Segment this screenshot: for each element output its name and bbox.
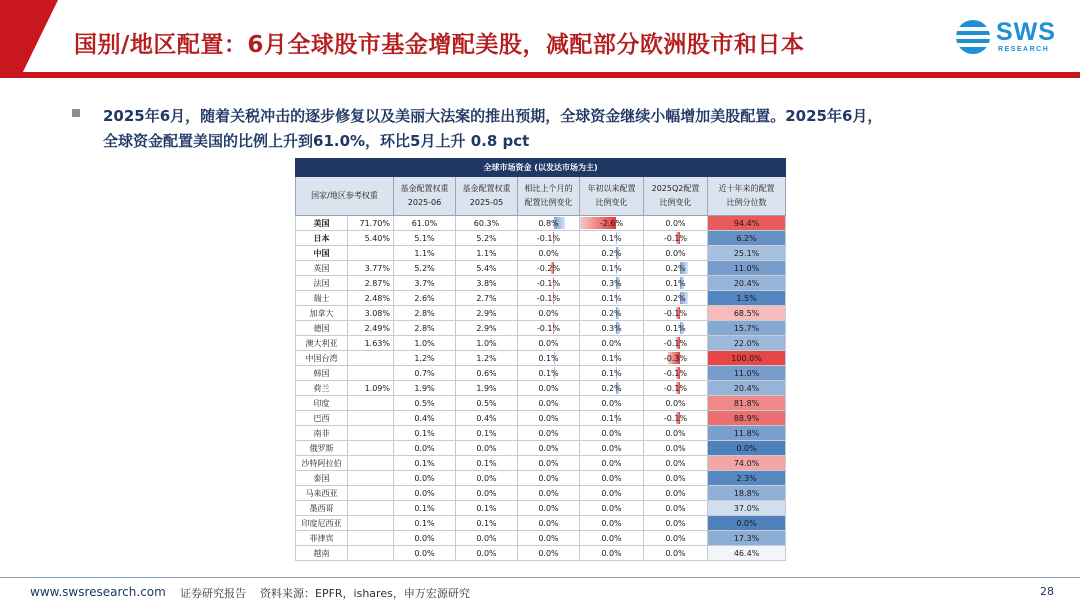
ytd-change-cell: 0.1% [580,366,644,381]
logo [956,20,1066,58]
percentile-cell: 1.5% [708,291,786,306]
weight-jun-cell: 2.8% [394,321,456,336]
weight-may-cell: 5.2% [456,231,518,246]
weight-may-cell: 1.1% [456,246,518,261]
weight-jun-cell: 5.2% [394,261,456,276]
weight-jun-cell: 0.7% [394,366,456,381]
country-cell: 澳大利亚 [296,336,348,351]
table-row [296,321,786,336]
bullet-square-icon [72,109,80,117]
ytd-change-cell: 0.2% [580,306,644,321]
sws-logo-icon [956,20,990,54]
ytd-change-cell: 0.0% [580,471,644,486]
ref-weight-cell: 3.77% [348,261,394,276]
table-row [296,231,786,246]
country-cell: 韩国 [296,366,348,381]
table-row [296,531,786,546]
weight-may-cell: 0.0% [456,546,518,561]
ytd-change-cell: 0.2% [580,381,644,396]
ref-weight-cell [348,501,394,516]
percentile-cell: 74.0% [708,456,786,471]
table-row [296,366,786,381]
weight-jun-cell: 1.1% [394,246,456,261]
ref-weight-cell: 2.48% [348,291,394,306]
ref-weight-cell [348,531,394,546]
q2-change-cell: -0.1% [644,366,708,381]
allocation-table [295,158,786,561]
weight-may-cell: 0.1% [456,456,518,471]
q2-change-cell: 0.0% [644,441,708,456]
header-ytd-change: 年初以来配置 比例变化 [580,177,644,216]
country-cell: 中国台湾 [296,351,348,366]
weight-jun-cell: 2.6% [394,291,456,306]
ref-weight-cell: 1.63% [348,336,394,351]
footer-source: 资料来源：EPFR，ishares，申万宏源研究 [260,587,470,600]
ref-weight-cell: 1.09% [348,381,394,396]
header-rule [0,72,1080,78]
q2-change-cell: 0.0% [644,456,708,471]
weight-may-cell: 1.2% [456,351,518,366]
ref-weight-cell: 2.87% [348,276,394,291]
q2-change-cell: 0.0% [644,471,708,486]
weight-may-cell: 60.3% [456,216,518,231]
q2-change-cell: 0.0% [644,501,708,516]
percentile-cell: 20.4% [708,276,786,291]
bullet-line-2: 全球资金配置美国的比例上升到61.0%，环比5月上升 0.8 pct [103,132,530,150]
ref-weight-cell [348,411,394,426]
percentile-cell: 11.8% [708,426,786,441]
weight-may-cell: 1.0% [456,336,518,351]
q2-change-cell: 0.2% [644,291,708,306]
table-row [296,456,786,471]
percentile-cell: 15.7% [708,321,786,336]
table-row [296,411,786,426]
footer-label: 证券研究报告 [180,587,246,600]
q2-change-cell: 0.0% [644,516,708,531]
percentile-cell: 6.2% [708,231,786,246]
weight-may-cell: 0.1% [456,426,518,441]
ytd-change-cell: 0.0% [580,396,644,411]
mom-change-cell: 0.0% [518,456,580,471]
country-cell: 荷兰 [296,381,348,396]
percentile-cell: 11.0% [708,261,786,276]
table-row [296,291,786,306]
percentile-cell: 25.1% [708,246,786,261]
percentile-cell: 88.9% [708,411,786,426]
mom-change-cell: -0.2% [518,261,580,276]
q2-change-cell: -0.1% [644,381,708,396]
header-country-ref: 国家/地区参考权重 [296,177,394,216]
q2-change-cell: 0.0% [644,426,708,441]
country-cell: 马来西亚 [296,486,348,501]
header-mom-change: 相比上个月的 配置比例变化 [518,177,580,216]
weight-may-cell: 3.8% [456,276,518,291]
header-weight-jun: 基金配置权重 2025-06 [394,177,456,216]
mom-change-cell: 0.8% [518,216,580,231]
weight-may-cell: 2.9% [456,306,518,321]
ref-weight-cell [348,426,394,441]
mom-change-cell: -0.1% [518,231,580,246]
country-cell: 南非 [296,426,348,441]
ytd-change-cell: 0.2% [580,246,644,261]
country-cell: 法国 [296,276,348,291]
logo-text: SWS [996,18,1056,46]
ytd-change-cell: 0.1% [580,411,644,426]
weight-jun-cell: 61.0% [394,216,456,231]
q2-change-cell: -0.3% [644,351,708,366]
table-row [296,546,786,561]
table-row [296,336,786,351]
table-row [296,351,786,366]
footer-rule [0,577,1080,578]
mom-change-cell: 0.0% [518,516,580,531]
table-row [296,276,786,291]
weight-jun-cell: 0.0% [394,486,456,501]
table-row [296,306,786,321]
country-cell: 中国 [296,246,348,261]
weight-may-cell: 0.0% [456,486,518,501]
weight-jun-cell: 0.1% [394,426,456,441]
weight-jun-cell: 0.4% [394,411,456,426]
page-number: 28 [1040,585,1054,598]
percentile-cell: 20.4% [708,381,786,396]
table-row [296,216,786,231]
mom-change-cell: 0.0% [518,411,580,426]
ref-weight-cell [348,396,394,411]
weight-jun-cell: 0.1% [394,456,456,471]
country-cell: 巴西 [296,411,348,426]
ref-weight-cell: 3.08% [348,306,394,321]
ytd-change-cell: 0.3% [580,321,644,336]
ytd-change-cell: 0.0% [580,501,644,516]
weight-jun-cell: 1.2% [394,351,456,366]
mom-change-cell: 0.0% [518,426,580,441]
bullet-text [103,104,1053,154]
weight-may-cell: 0.0% [456,531,518,546]
q2-change-cell: 0.2% [644,261,708,276]
country-cell: 印度 [296,396,348,411]
q2-change-cell: 0.0% [644,246,708,261]
country-cell: 加拿大 [296,306,348,321]
header-weight-may: 基金配置权重 2025-05 [456,177,518,216]
mom-change-cell: -0.1% [518,291,580,306]
percentile-cell: 46.4% [708,546,786,561]
ytd-change-cell: 0.0% [580,546,644,561]
q2-change-cell: 0.0% [644,531,708,546]
ref-weight-cell [348,471,394,486]
weight-may-cell: 0.0% [456,441,518,456]
weight-jun-cell: 5.1% [394,231,456,246]
ref-weight-cell [348,366,394,381]
q2-change-cell: 0.1% [644,321,708,336]
weight-jun-cell: 0.1% [394,501,456,516]
country-cell: 俄罗斯 [296,441,348,456]
footer-site-link[interactable]: www.swsresearch.com [30,585,166,599]
mom-change-cell: 0.0% [518,531,580,546]
mom-change-cell: 0.0% [518,336,580,351]
weight-may-cell: 0.1% [456,501,518,516]
percentile-cell: 0.0% [708,516,786,531]
ytd-change-cell: 0.1% [580,231,644,246]
page-title: 国别/地区配置：6月全球股市基金增配美股，减配部分欧洲股市和日本 [74,32,805,58]
country-cell: 日本 [296,231,348,246]
ytd-change-cell: 0.3% [580,276,644,291]
q2-change-cell: 0.1% [644,276,708,291]
percentile-cell: 11.0% [708,366,786,381]
country-cell: 美国 [296,216,348,231]
ref-weight-cell [348,246,394,261]
header-percentile: 近十年来的配置 比例分位数 [708,177,786,216]
table-row [296,426,786,441]
ytd-change-cell: 0.0% [580,516,644,531]
percentile-cell: 2.3% [708,471,786,486]
percentile-cell: 81.8% [708,396,786,411]
allocation-table-wrap [295,158,785,561]
ref-weight-cell [348,456,394,471]
header [0,0,1080,82]
mom-change-cell: 0.0% [518,396,580,411]
q2-change-cell: 0.0% [644,486,708,501]
percentile-cell: 94.4% [708,216,786,231]
mom-change-cell: 0.0% [518,486,580,501]
table-row [296,501,786,516]
country-cell: 英国 [296,261,348,276]
mom-change-cell: 0.1% [518,366,580,381]
country-cell: 墨西哥 [296,501,348,516]
ytd-change-cell: 0.1% [580,351,644,366]
weight-may-cell: 0.0% [456,471,518,486]
logo-subtext: RESEARCH [998,46,1050,53]
ytd-change-cell: 0.0% [580,426,644,441]
q2-change-cell: 0.0% [644,546,708,561]
weight-jun-cell: 1.0% [394,336,456,351]
table-row [296,516,786,531]
weight-may-cell: 0.5% [456,396,518,411]
mom-change-cell: 0.0% [518,381,580,396]
weight-jun-cell: 1.9% [394,381,456,396]
ytd-change-cell: 0.0% [580,336,644,351]
country-cell: 印度尼西亚 [296,516,348,531]
mom-change-cell: 0.0% [518,441,580,456]
country-cell: 越南 [296,546,348,561]
q2-change-cell: -0.1% [644,306,708,321]
ytd-change-cell: 0.0% [580,531,644,546]
weight-may-cell: 2.9% [456,321,518,336]
percentile-cell: 37.0% [708,501,786,516]
percentile-cell: 0.0% [708,441,786,456]
mom-change-cell: 0.0% [518,546,580,561]
ytd-change-cell: 0.0% [580,486,644,501]
percentile-cell: 22.0% [708,336,786,351]
country-cell: 泰国 [296,471,348,486]
country-cell: 德国 [296,321,348,336]
table-body [296,216,786,561]
ytd-change-cell: 0.0% [580,456,644,471]
header-q2-change: 2025Q2配置 比例变化 [644,177,708,216]
mom-change-cell: 0.0% [518,246,580,261]
ytd-change-cell: -2.6% [580,216,644,231]
weight-jun-cell: 0.0% [394,441,456,456]
ytd-change-cell: 0.0% [580,441,644,456]
mom-change-cell: -0.1% [518,321,580,336]
percentile-cell: 100.0% [708,351,786,366]
ref-weight-cell: 2.49% [348,321,394,336]
weight-jun-cell: 3.7% [394,276,456,291]
weight-jun-cell: 0.0% [394,471,456,486]
q2-change-cell: 0.0% [644,216,708,231]
ytd-change-cell: 0.1% [580,261,644,276]
weight-may-cell: 2.7% [456,291,518,306]
table-row [296,441,786,456]
table-row [296,396,786,411]
ref-weight-cell: 5.40% [348,231,394,246]
weight-may-cell: 0.1% [456,516,518,531]
mom-change-cell: 0.0% [518,471,580,486]
weight-may-cell: 0.6% [456,366,518,381]
weight-jun-cell: 2.8% [394,306,456,321]
weight-may-cell: 0.4% [456,411,518,426]
bullet-line-1: 2025年6月，随着关税冲击的逐步修复以及美丽大法案的推出预期，全球资金继续小幅增加美股配置。2025年6月， [103,107,883,125]
percentile-cell: 17.3% [708,531,786,546]
q2-change-cell: -0.1% [644,231,708,246]
weight-jun-cell: 0.1% [394,516,456,531]
weight-may-cell: 1.9% [456,381,518,396]
weight-jun-cell: 0.0% [394,546,456,561]
mom-change-cell: 0.0% [518,501,580,516]
percentile-cell: 18.8% [708,486,786,501]
q2-change-cell: 0.0% [644,396,708,411]
q2-change-cell: -0.1% [644,411,708,426]
mom-change-cell: 0.1% [518,351,580,366]
ref-weight-cell [348,351,394,366]
weight-jun-cell: 0.0% [394,531,456,546]
weight-jun-cell: 0.5% [394,396,456,411]
ref-weight-cell [348,516,394,531]
percentile-cell: 68.5% [708,306,786,321]
table-row [296,486,786,501]
ref-weight-cell [348,546,394,561]
country-cell: 瑞士 [296,291,348,306]
table-row [296,471,786,486]
mom-change-cell: -0.1% [518,276,580,291]
table-row [296,381,786,396]
country-cell: 沙特阿拉伯 [296,456,348,471]
country-cell: 菲律宾 [296,531,348,546]
weight-may-cell: 5.4% [456,261,518,276]
q2-change-cell: -0.1% [644,336,708,351]
ref-weight-cell [348,441,394,456]
ref-weight-cell: 71.70% [348,216,394,231]
ytd-change-cell: 0.1% [580,291,644,306]
table-row [296,261,786,276]
ref-weight-cell [348,486,394,501]
table-row [296,246,786,261]
mom-change-cell: 0.0% [518,306,580,321]
table-title: 全球市场资金 (以发达市场为主) [296,159,786,177]
